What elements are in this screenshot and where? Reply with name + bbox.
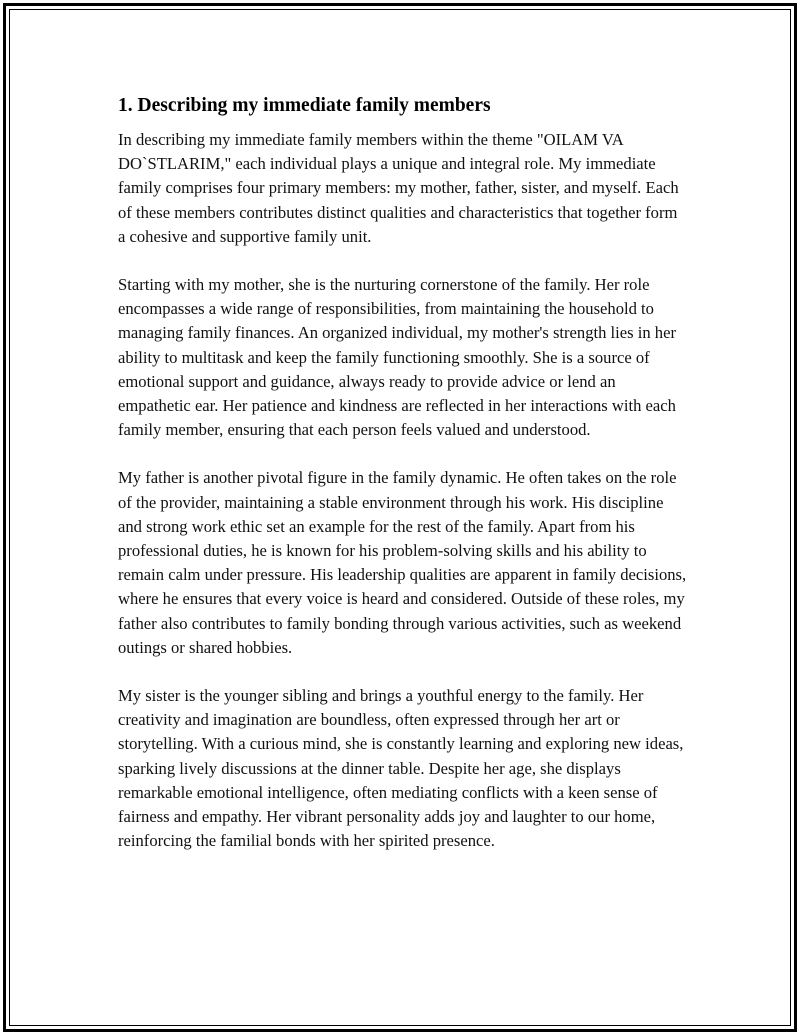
paragraph-mother: Starting with my mother, she is the nurturing cornerstone of the family. Her role encompasses a wide range of responsibilities, from maintaining the household to managing family finances. An organized individual, my mother's strength lies in her ability to multitask and keep the family functioning smoothly. She is a source of emotional support and guidance, always ready to provide advice or lend an empathetic ear. Her patience and kindness are reflected in her interactions with each family member, ensuring that each person feels valued and understood. bbox=[118, 275, 676, 440]
paragraph-father: My father is another pivotal figure in the family dynamic. He often takes on the role of the provider, maintaining a stable environment through his work. His discipline and strong work ethic set an example for the rest of the family. Apart from his professional duties, he is known for his problem-solving skills and his ability to remain calm under pressure. His leadership qualities are apparent in family decisions, where he ensures that every voice is heard and considered. Outside of these roles, my father also contributes to family bonding through various activities, such as weekend outings or shared hobbies. bbox=[118, 468, 687, 657]
section-heading: 1. Describing my immediate family members bbox=[118, 95, 491, 116]
paragraph-sister: My sister is the younger sibling and brings a youthful energy to the family. Her creativity and imagination are boundless, often expressed through her art or storytelling. With a curious mind, she is constantly learning and exploring new ideas, sparking lively discussions at the dinner table. Despite her age, she displays remarkable emotional intelligence, often mediating conflicts with a keen sense of fairness and empathy. Her vibrant personality adds joy and laughter to our home, reinforcing the familial bonds with her spirited presence. bbox=[118, 686, 684, 851]
paragraph-intro: In describing my immediate family members within the theme "OILAM VA DO`STLARIM," each individual plays a unique and integral role. My immediate family comprises four primary members: my mother, father, sister, and myself. Each of these members contributes distinct qualities and characteristics that together form a cohesive and supportive family unit. bbox=[118, 130, 679, 246]
document-body bbox=[118, 92, 688, 877]
